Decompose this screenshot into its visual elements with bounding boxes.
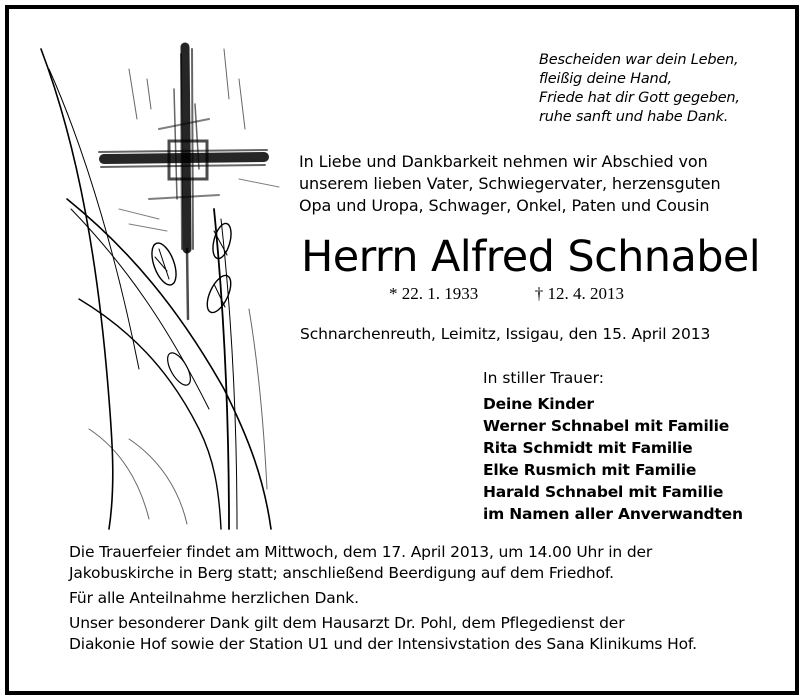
thanks-line: Für alle Anteilnahme herzlichen Dank. bbox=[69, 589, 359, 607]
funeral-line: Jakobuskirche in Berg statt; anschließend Beerdigung auf dem Friedhof. bbox=[69, 564, 614, 582]
wheat-stalks bbox=[41, 49, 279, 529]
funeral-line: Die Trauerfeier findet am Mittwoch, dem 17. April 2013, um 14.00 Uhr in der bbox=[69, 543, 653, 561]
poem-line: Friede hat dir Gott gegeben, bbox=[539, 90, 740, 106]
poem bbox=[539, 51, 799, 127]
death-date: † 12. 4. 2013 bbox=[534, 284, 624, 303]
mourners-lead: In stiller Trauer: bbox=[483, 369, 604, 387]
life-dates bbox=[389, 284, 624, 304]
intro-line: In Liebe und Dankbarkeit nehmen wir Abschied von bbox=[299, 152, 708, 171]
poem-line: fleißig deine Hand, bbox=[539, 71, 672, 87]
deceased-name: Herrn Alfred Schnabel bbox=[301, 232, 761, 282]
mourner-name: Werner Schnabel mit Familie bbox=[483, 417, 730, 435]
cross-wheat-illustration bbox=[9, 9, 309, 539]
funeral-info bbox=[69, 542, 789, 655]
mourner-name: Harald Schnabel mit Familie bbox=[483, 483, 724, 501]
birth-date: * 22. 1. 1933 bbox=[389, 284, 479, 303]
poem-line: Bescheiden war dein Leben, bbox=[539, 52, 739, 68]
special-thanks-line: Unser besonderer Dank gilt dem Hausarzt Dr. Pohl, dem Pflegedienst der bbox=[69, 614, 625, 632]
intro-text bbox=[299, 151, 769, 217]
mourners-block bbox=[483, 367, 783, 525]
mourner-name: Deine Kinder bbox=[483, 395, 594, 413]
mourner-name: im Namen aller Anverwandten bbox=[483, 505, 743, 523]
place-date: Schnarchenreuth, Leimitz, Issigau, den 15. April 2013 bbox=[300, 325, 711, 343]
intro-line: Opa und Uropa, Schwager, Onkel, Paten und Cousin bbox=[299, 196, 710, 215]
intro-line: unserem lieben Vater, Schwiegervater, herzensguten bbox=[299, 174, 721, 193]
cross-icon bbox=[99, 47, 267, 319]
mourner-name: Rita Schmidt mit Familie bbox=[483, 439, 693, 457]
poem-line: ruhe sanft und habe Dank. bbox=[539, 109, 729, 125]
obituary-notice bbox=[5, 5, 799, 695]
mourner-name: Elke Rusmich mit Familie bbox=[483, 461, 697, 479]
special-thanks-line: Diakonie Hof sowie der Station U1 und der Intensivstation des Sana Klinikums Hof. bbox=[69, 635, 697, 653]
